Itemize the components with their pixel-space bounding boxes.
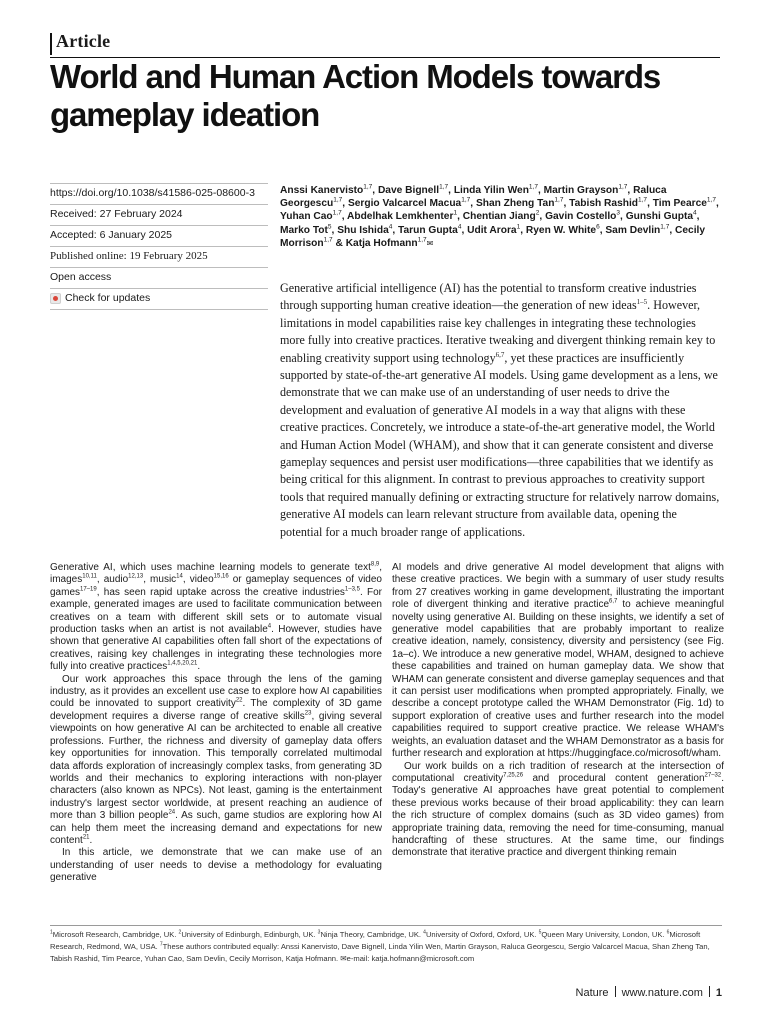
body-paragraph bbox=[392, 562, 724, 761]
affiliations-footnote bbox=[50, 929, 722, 965]
footer-divider bbox=[615, 986, 616, 997]
author-affiliation: 3 bbox=[616, 210, 621, 218]
author-affiliation: 1 bbox=[516, 223, 521, 231]
accepted-date: Accepted: 6 January 2025 bbox=[50, 226, 268, 247]
article-type-label: Article bbox=[56, 31, 111, 51]
text-run: AI models and drive generative AI model development that aligns with these creative practices. We begin with a summary of user study results from 27 creatives working in game development, illustrating the important role of divergent thinking and iterative practice bbox=[392, 562, 724, 611]
article-meta bbox=[50, 183, 268, 310]
text-run: to achieve meaningful novelty using generative AI. Building on these insights, we identify a set of generative model capabilities that are probably important to realize creative ideation, namely, consistency, diversity and persistency (see Fig. 1a–c). We introduce a new generative model, WHAM, designed to achieve these capabilities and trained on human gameplay data. We show that WHAM can generate consistent and diverse gameplay sequences and that it can persist user modifications when prompted appropriately. Finally, we describe a concept prototype called the WHAM Demonstrator (Fig. 1d) to support exploration of creative uses and further research into the model capabilities required to support creative practice. We release WHAM's weights, an evaluation dataset and the WHAM Demonstrator as a basis for further research and exploration at https://huggingface.co/microsoft/wham. bbox=[392, 599, 724, 760]
author-affiliation: 1,7 bbox=[363, 183, 373, 191]
open-access-label: Open access bbox=[50, 268, 268, 289]
citation-superscript: 22 bbox=[235, 698, 243, 705]
citation-superscript: 5 bbox=[538, 929, 542, 936]
check-for-updates-icon bbox=[50, 293, 61, 304]
body-column-right bbox=[392, 562, 724, 860]
citation-superscript: 2 bbox=[178, 929, 182, 936]
abstract bbox=[280, 280, 722, 541]
author-name: Ryen W. White bbox=[525, 224, 597, 236]
citation-superscript: 3 bbox=[317, 929, 321, 936]
citation-superscript: 21 bbox=[82, 834, 90, 841]
text-run: Queen Mary University, London, UK. bbox=[541, 930, 667, 939]
citation-superscript: 12,13 bbox=[128, 574, 144, 581]
author-name: Shan Zheng Tan bbox=[475, 198, 555, 210]
text-run: Our work builds on a rich tradition of research at the intersection of computational creativity bbox=[392, 760, 724, 784]
article-title: World and Human Action Models towards gameplay ideation bbox=[50, 58, 661, 133]
footnote-rule bbox=[50, 925, 722, 926]
author-name: Sam Devlin bbox=[605, 224, 661, 236]
author-affiliation: 1,7 bbox=[528, 183, 538, 191]
author-affiliation: 1,7 bbox=[333, 196, 343, 204]
author-name: Abdelhak Lemkhenter bbox=[347, 211, 454, 223]
journal-site-link[interactable]: www.nature.com bbox=[621, 987, 703, 999]
citation-superscript: 10,11 bbox=[82, 574, 97, 581]
author-name: Anssi Kanervisto bbox=[280, 185, 364, 196]
citation-superscript: 15,16 bbox=[213, 574, 229, 581]
author-affiliation: 4 bbox=[457, 223, 462, 231]
text-run: . As such, game studios are exploring how AI can help them meet the increasing demand and expectations for new content bbox=[50, 810, 382, 846]
author-affiliation: 1,7 bbox=[461, 196, 471, 204]
citation-superscript: 1 bbox=[50, 929, 53, 936]
author-name: Cecily Morrison bbox=[280, 224, 706, 249]
citation-superscript: 7,25,26 bbox=[503, 772, 524, 779]
text-run: Microsoft Research, Cambridge, UK. bbox=[52, 930, 179, 939]
author-affiliation: 4 bbox=[693, 210, 697, 218]
doi-link[interactable]: https://doi.org/10.1038/s41586-025-08600-3 bbox=[50, 183, 268, 205]
text-run: . For example, generated images are used to facilitate communication between creatives on a team with different skill sets or to automate visual production tasks when an artist is not available bbox=[50, 586, 382, 636]
body-column-left bbox=[50, 562, 382, 885]
citation-superscript: 17–19 bbox=[80, 586, 97, 593]
author-affiliation: 1,7 bbox=[332, 210, 342, 218]
author-affiliation: 4 bbox=[388, 223, 393, 231]
author-name: Gunshi Gupta bbox=[625, 211, 694, 223]
body-paragraph bbox=[50, 562, 382, 674]
text-run: , images bbox=[50, 562, 382, 586]
author-affiliation: 1,7 bbox=[323, 236, 333, 244]
journal-name: Nature bbox=[575, 987, 609, 999]
text-run: Our work approaches this space through the lens of the gaming industry, as it provides an excellent use case to explore how AI capabilities could be innovated to support creativity bbox=[50, 673, 382, 710]
author-affiliation: 1,7 bbox=[638, 196, 648, 204]
text-run: , has seen rapid uptake across the creative industries bbox=[96, 586, 345, 598]
author-name: Gavin Costello bbox=[545, 211, 617, 223]
page-footer bbox=[480, 986, 722, 999]
author-name: Marko Tot bbox=[280, 224, 328, 236]
text-run: Ninja Theory, Cambridge, UK. bbox=[320, 930, 424, 939]
text-run: University of Edinburgh, Edinburgh, UK. bbox=[181, 930, 318, 939]
check-for-updates-label: Check for updates bbox=[65, 292, 151, 304]
citation-superscript: 4 bbox=[423, 929, 426, 936]
citation-superscript: 23 bbox=[304, 710, 312, 717]
author-joiner: & bbox=[335, 237, 343, 249]
citation-superscript: 1–3,5 bbox=[344, 586, 360, 593]
text-run: , audio bbox=[96, 574, 129, 586]
text-run: These authors contributed equally: Anssi Kanervisto, Dave Bignell, Linda Yilin Wen, Martin Grayson, Raluca Georgescu, Sergio Valcarcel Macua, Shan Zheng Tan, Tabish Rashid, Tim Pearce, Yuhan Cao, Sam Devlin, Cecily Morrison, Katja Hofmann. bbox=[50, 942, 710, 963]
text-run: Generative AI, which uses machine learning models to generate text bbox=[50, 562, 371, 573]
author-affiliation: 1,7 bbox=[706, 196, 716, 204]
text-run: University of Oxford, Oxford, UK. bbox=[425, 930, 539, 939]
citation-superscript: 4 bbox=[267, 623, 272, 630]
article-label-rule bbox=[50, 33, 52, 55]
body-paragraph bbox=[50, 674, 382, 848]
author-name: Yuhan Cao bbox=[280, 211, 333, 223]
citation-superscript: 6,7 bbox=[609, 598, 618, 605]
text-run: , video bbox=[182, 574, 214, 586]
text-run: and procedural content generation bbox=[523, 772, 705, 784]
author-affiliation: 1,7 bbox=[660, 223, 670, 231]
citation-superscript: 7 bbox=[159, 941, 163, 948]
text-run: . However, limitations in model capabilities raise key challenges in integrating these technologies more fully into creative practices. Iterative tweaking and divergent thinking remain key to enabling creativity support using technology bbox=[280, 298, 716, 365]
author-affiliation: 5 bbox=[327, 223, 332, 231]
text-run: , yet these practices are insufficiently supported by state-of-the-art generative AI models. Using game development as a lens, we demonstrate that we can make use of an understanding of user needs to drive the development and evaluation of generative AI models in a way that aligns with these creative practices. Concretely, we introduce a state-of-the-art generative model, the World and Human Action Model (WHAM), and show that it can generate consistent and diverse gameplay sequences and persist user modifications—three capabilities that we identify as being critical for this alignment. In contrast to previous approaches to creativity support tools that required manually defining or extracting structure for relatively narrow domains, generative AI models can learn relevant structure from available data, opening the potential for a much broader range of applications. bbox=[280, 350, 720, 539]
author-name: Raluca Georgescu bbox=[280, 185, 667, 210]
body-paragraph bbox=[392, 761, 724, 860]
author-list: Anssi Kanervisto$^{1,7}$, Dave Bignell$^{1,7}$, Linda Yilin Wen$^{1,7}$, Martin Grayson$^{1,7}$, Raluca Georgescu$^{1,7}$, Sergio Valcarcel Macua$^{1,7}$, Shan Zheng Tan$^{1,7}$, Tabish Rashid$^{1,7}$, Tim Pearce$^{1,7}$, Yuhan Cao$^{1,7}$, Abdelhak Lemkhenter$^1$, Chentian Jiang$^2$, Gavin Costello$^3$, Gunshi Gupta$^4$, Marko Tot$^5$, Shu Ishida$^4$, Tarun Gupta$^4$, Udit Arora$^1$, Ryen W. White$^6$, Sam Devlin$^{1,7}$, Cecily Morrison$^{1,7}$ & Katja Hofmann$^{1,7}$✉ bbox=[280, 183, 719, 249]
author-name: Tabish Rashid bbox=[569, 198, 639, 210]
citation-superscript: 8,9 bbox=[370, 561, 380, 568]
text-run: Generative artificial intelligence (AI) has the potential to transform creative industries through supporting human creative ideation—the generation of new ideas bbox=[280, 281, 697, 313]
author-name: Chentian Jiang bbox=[462, 211, 536, 223]
text-run: . bbox=[197, 661, 201, 673]
check-for-updates-button[interactable] bbox=[50, 289, 268, 310]
received-date: Received: 27 February 2024 bbox=[50, 205, 268, 226]
author-affiliation: 1 bbox=[453, 210, 458, 218]
text-run: or gameplay sequences of video games bbox=[50, 574, 382, 598]
author-affiliation: 1,7 bbox=[417, 236, 427, 244]
author-affiliation: 6 bbox=[596, 223, 600, 231]
citation-superscript: 27–32 bbox=[704, 772, 722, 779]
corresponding-author-icon: ✉ bbox=[426, 238, 434, 248]
author-affiliation: 1,7 bbox=[618, 183, 628, 191]
text-run: , giving several viewpoints on how generative AI can be architected to enable all creative professions. Further, the richness and diversity of gameplay data offers key opportunities for innovation. This temporally correlated multimodal data affords exploration of increasingly complex tasks, from generating 3D worlds and their mechanics to exploring interactions with non-player characters (also known as NPCs). Not least, gaming is the entertainment industry's largest sector worldwide, at present reaching an audience of more than 3 billion people bbox=[50, 710, 382, 822]
citation-superscript: 6 bbox=[666, 929, 670, 936]
author-name: Tarun Gupta bbox=[398, 224, 458, 236]
author-name: Shu Ishida bbox=[337, 224, 389, 236]
author-name: Martin Grayson bbox=[543, 185, 619, 196]
author-name: Sergio Valcarcel Macua bbox=[347, 198, 462, 210]
author-affiliation: 1,7 bbox=[554, 196, 564, 204]
author-affiliation: 1,7 bbox=[439, 183, 449, 191]
author-name: Dave Bignell bbox=[377, 185, 440, 196]
author-name: Linda Yilin Wen bbox=[453, 185, 529, 196]
text-run: . bbox=[89, 834, 93, 846]
citation-superscript: 1,4,5,20,21 bbox=[167, 660, 198, 667]
text-run: . The complexity of 3D game development requires a diverse range of creative skills bbox=[50, 698, 382, 722]
text-run: ✉e-mail: katja.hofmann@microsoft.com bbox=[340, 954, 475, 963]
footer-divider bbox=[709, 986, 710, 997]
text-run: Microsoft Research, Redmond, WA, USA. bbox=[50, 930, 701, 951]
citation-superscript: 14 bbox=[176, 574, 183, 581]
author-name: Udit Arora bbox=[467, 224, 517, 236]
body-paragraph bbox=[50, 847, 382, 884]
citation-superscript: 6,7 bbox=[495, 350, 505, 359]
author-name: Tim Pearce bbox=[652, 198, 707, 210]
citation-superscript: 1–5 bbox=[636, 298, 648, 307]
published-date: Published online: 19 February 2025 bbox=[50, 247, 268, 268]
citation-superscript: 24 bbox=[168, 809, 176, 816]
text-run: . However, studies have shown that generative AI capabilities often fall short of the expectations of creatives, raising key challenges in integrating these technologies more fully into creative practices bbox=[50, 624, 382, 673]
author-affiliation: 2 bbox=[535, 210, 540, 218]
text-run: In this article, we demonstrate that we can make use of an understanding of user needs to devise a methodology for evaluating generative bbox=[50, 847, 382, 884]
text-run: , music bbox=[143, 574, 177, 586]
page-number: 1 bbox=[715, 987, 722, 999]
text-run: . Today's generative AI approaches have great potential to complement these previous works because of their broad applicability: they can learn the rich structure of complex domains (such as 3D video games) from appropriate training data, removing the need for time-consuming, manual handcrafting of these structures. At the same time, our findings demonstrate that iterative practice and divergent thinking remain bbox=[392, 772, 724, 859]
author-name: Katja Hofmann bbox=[345, 237, 418, 249]
